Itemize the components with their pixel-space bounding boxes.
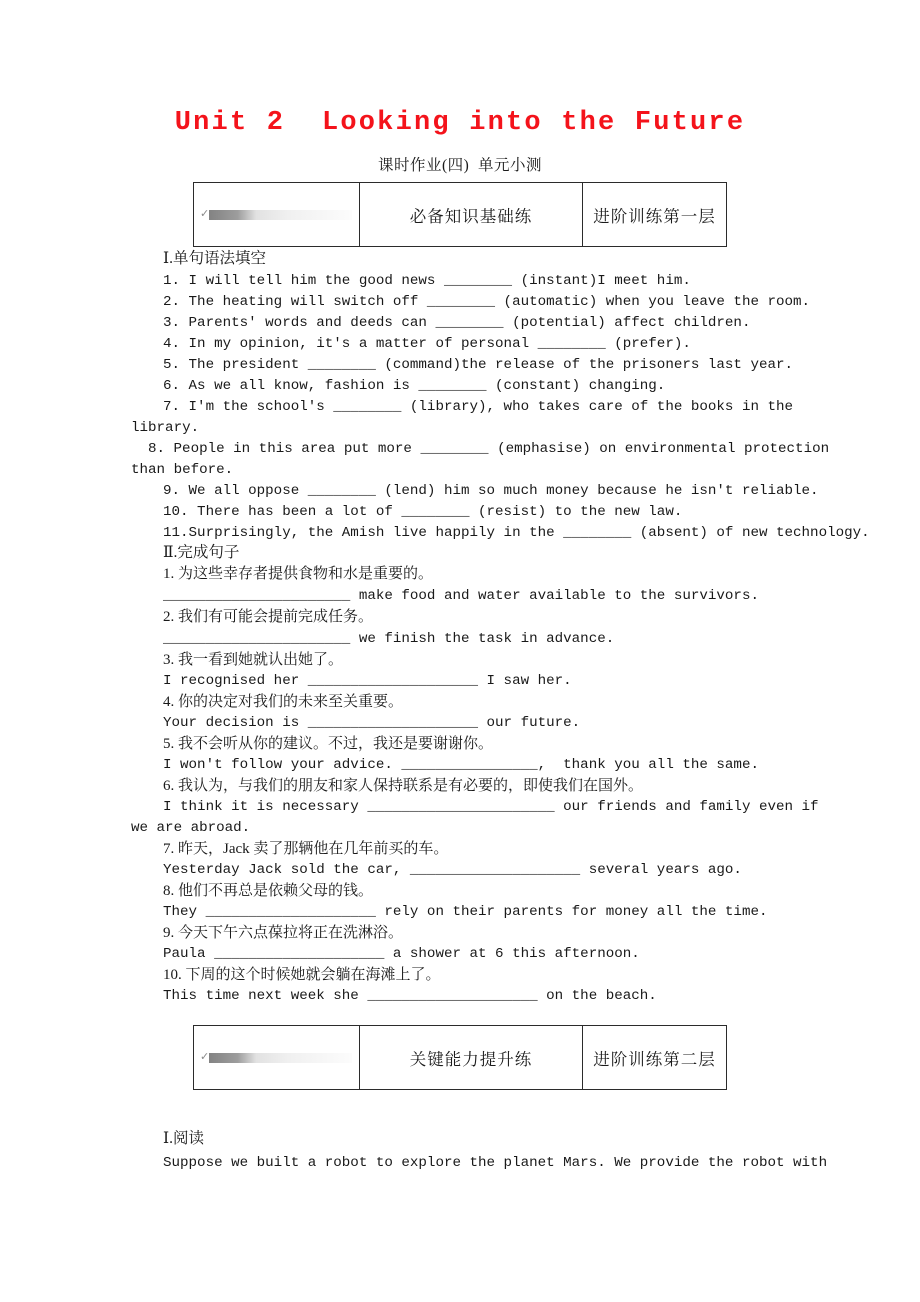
banner-one-center-label: 必备知识基础练 [409, 206, 533, 226]
section-one-item-7: 7. I'm the school's ________ (library), who takes care of the books in the [163, 399, 794, 415]
section-two-item-8-cn: 8. 他们不再总是依赖父母的钱。 [163, 883, 374, 899]
section-two-item-4-en: Your decision is ____________________ our future. [163, 715, 581, 731]
checkmark-gradient-bar-icon: ✓ [200, 209, 352, 221]
section-one-item-7-cont: library. [131, 420, 200, 436]
section-two-item-6-cn: 6. 我认为，与我们的朋友和家人保持联系是有必要的，即使我们在国外。 [163, 778, 644, 794]
banner-one-center-cell [360, 183, 583, 246]
section-two-item-2-en: ______________________ we finish the task in advance. [163, 631, 615, 647]
section-two-item-2-cn: 2. 我们有可能会提前完成任务。 [163, 609, 374, 625]
section-one-item-8-cont: than before. [131, 462, 234, 478]
page-title: Unit 2 Looking into the Future [174, 108, 746, 138]
banner-two-mark-cell [194, 1026, 360, 1089]
section-one-heading: Ⅰ.单句语法填空 [163, 250, 266, 267]
section-one-item-8: 8. People in this area put more ________ (emphasise) on environmental protection [148, 441, 830, 457]
banner-section-two [193, 1025, 727, 1090]
section-two-item-7-cn: 7. 昨天，Jack 卖了那辆他在几年前买的车。 [163, 841, 449, 857]
section-two-heading: Ⅱ.完成句子 [163, 544, 240, 561]
section-one-item-2: 2. The heating will switch off ________ (automatic) when you leave the room. [163, 294, 811, 310]
checkmark-gradient-bar-icon: ✓ [200, 1052, 352, 1064]
banner-two-right-label: 进阶训练第二层 [593, 1049, 716, 1069]
banner-two-center-label: 关键能力提升练 [409, 1049, 533, 1069]
section-two-item-3-en: I recognised her ____________________ I saw her. [163, 673, 572, 689]
section-two-item-6-en: I think it is necessary ______________________ our friends and family even if [163, 799, 819, 815]
banner-one-mark-cell [194, 183, 360, 246]
section-two-item-4-cn: 4. 你的决定对我们的未来至关重要。 [163, 694, 404, 710]
banner-one-right-label: 进阶训练第一层 [593, 206, 716, 226]
banner-two-center-cell [360, 1026, 583, 1089]
section-two-item-9-cn: 9. 今天下午六点葆拉将正在洗淋浴。 [163, 925, 404, 941]
section-one-item-1: 1. I will tell him the good news ________ (instant)I meet him. [163, 273, 691, 289]
section-two-item-1-cn: 1. 为这些幸存者提供食物和水是重要的。 [163, 566, 434, 582]
section-two-item-3-cn: 3. 我一看到她就认出她了。 [163, 652, 344, 668]
banner-section-one [193, 182, 727, 247]
section-three-paragraph: Suppose we built a robot to explore the planet Mars. We provide the robot with [163, 1155, 828, 1171]
page-subtitle: 课时作业(四) 单元小测 [377, 157, 543, 174]
section-two-item-10-en: This time next week she ____________________ on the beach. [163, 988, 657, 1004]
section-one-item-11: 11.Surprisingly, the Amish live happily in the ________ (absent) of new technology. [163, 525, 870, 541]
banner-two-right-cell [583, 1026, 726, 1089]
banner-one-right-cell [583, 183, 726, 246]
section-one-item-6: 6. As we all know, fashion is ________ (constant) changing. [163, 378, 666, 394]
section-two-item-5-cn: 5. 我不会听从你的建议。不过，我还是要谢谢你。 [163, 736, 494, 752]
section-one-item-9: 9. We all oppose ________ (lend) him so much money because he isn't reliable. [163, 483, 819, 499]
section-one-item-4: 4. In my opinion, it's a matter of personal ________ (prefer). [163, 336, 691, 352]
section-two-item-7-en: Yesterday Jack sold the car, ____________________ several years ago. [163, 862, 742, 878]
section-one-item-5: 5. The president ________ (command)the release of the prisoners last year. [163, 357, 794, 373]
section-one-item-10: 10. There has been a lot of ________ (resist) to the new law. [163, 504, 683, 520]
section-two-item-9-en: Paula ____________________ a shower at 6 this afternoon. [163, 946, 640, 962]
section-three-heading: Ⅰ.阅读 [163, 1130, 204, 1147]
section-two-item-8-en: They ____________________ rely on their parents for money all the time. [163, 904, 768, 920]
section-two-item-5-en: I won't follow your advice. ________________, thank you all the same. [163, 757, 759, 773]
section-one-item-3: 3. Parents' words and deeds can ________ (potential) affect children. [163, 315, 751, 331]
section-two-item-6-en-cont: we are abroad. [131, 820, 251, 836]
section-two-item-1-en: ______________________ make food and water available to the survivors. [163, 588, 759, 604]
section-two-item-10-cn: 10. 下周的这个时候她就会躺在海滩上了。 [163, 967, 441, 983]
